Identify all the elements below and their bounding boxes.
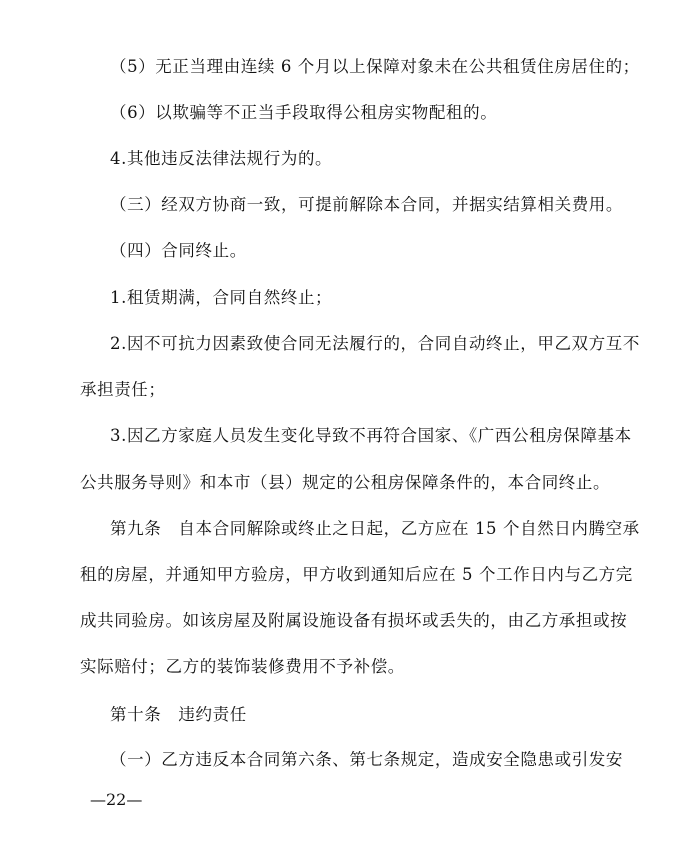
- section-heading: 第十条 违约责任: [110, 705, 247, 724]
- text-line: 成共同验房。如该房屋及附属设施设备有损坏或丢失的，由乙方承担或按: [80, 611, 628, 630]
- page-number: —22—: [90, 790, 143, 809]
- text-line: 2.因不可抗力因素致使合同无法履行的，合同自动终止，甲乙双方互不: [110, 334, 640, 353]
- text-line: 实际赔付；乙方的装饰装修费用不予补偿。: [80, 657, 405, 676]
- text-line: （5）无正当理由连续 6 个月以上保障对象未在公共租赁住房居住的；: [110, 57, 640, 76]
- text-line: 1.租赁期满，合同自然终止；: [110, 288, 333, 307]
- text-line: 公共服务导则》和本市（县）规定的公租房保障条件的，本合同终止。: [80, 473, 611, 492]
- text-line: （6）以欺骗等不正当手段取得公租房实物配租的。: [110, 103, 498, 122]
- text-line: 租的房屋，并通知甲方验房，甲方收到通知后应在 5 个工作日内与乙方完: [80, 565, 633, 584]
- text-line: 4.其他违反法律法规行为的。: [110, 149, 333, 168]
- text-line: 承担责任；: [80, 380, 166, 399]
- text-line: 3.因乙方家庭人员发生变化导致不再符合国家、《广西公租房保障基本: [110, 426, 632, 445]
- text-line: 第九条 自本合同解除或终止之日起，乙方应在 15 个自然日内腾空承: [110, 519, 640, 538]
- text-line: （四）合同终止。: [110, 241, 247, 260]
- text-line: （一）乙方违反本合同第六条、第七条规定，造成安全隐患或引发安: [110, 750, 623, 769]
- text-line: （三）经双方协商一致，可提前解除本合同，并据实结算相关费用。: [110, 195, 623, 214]
